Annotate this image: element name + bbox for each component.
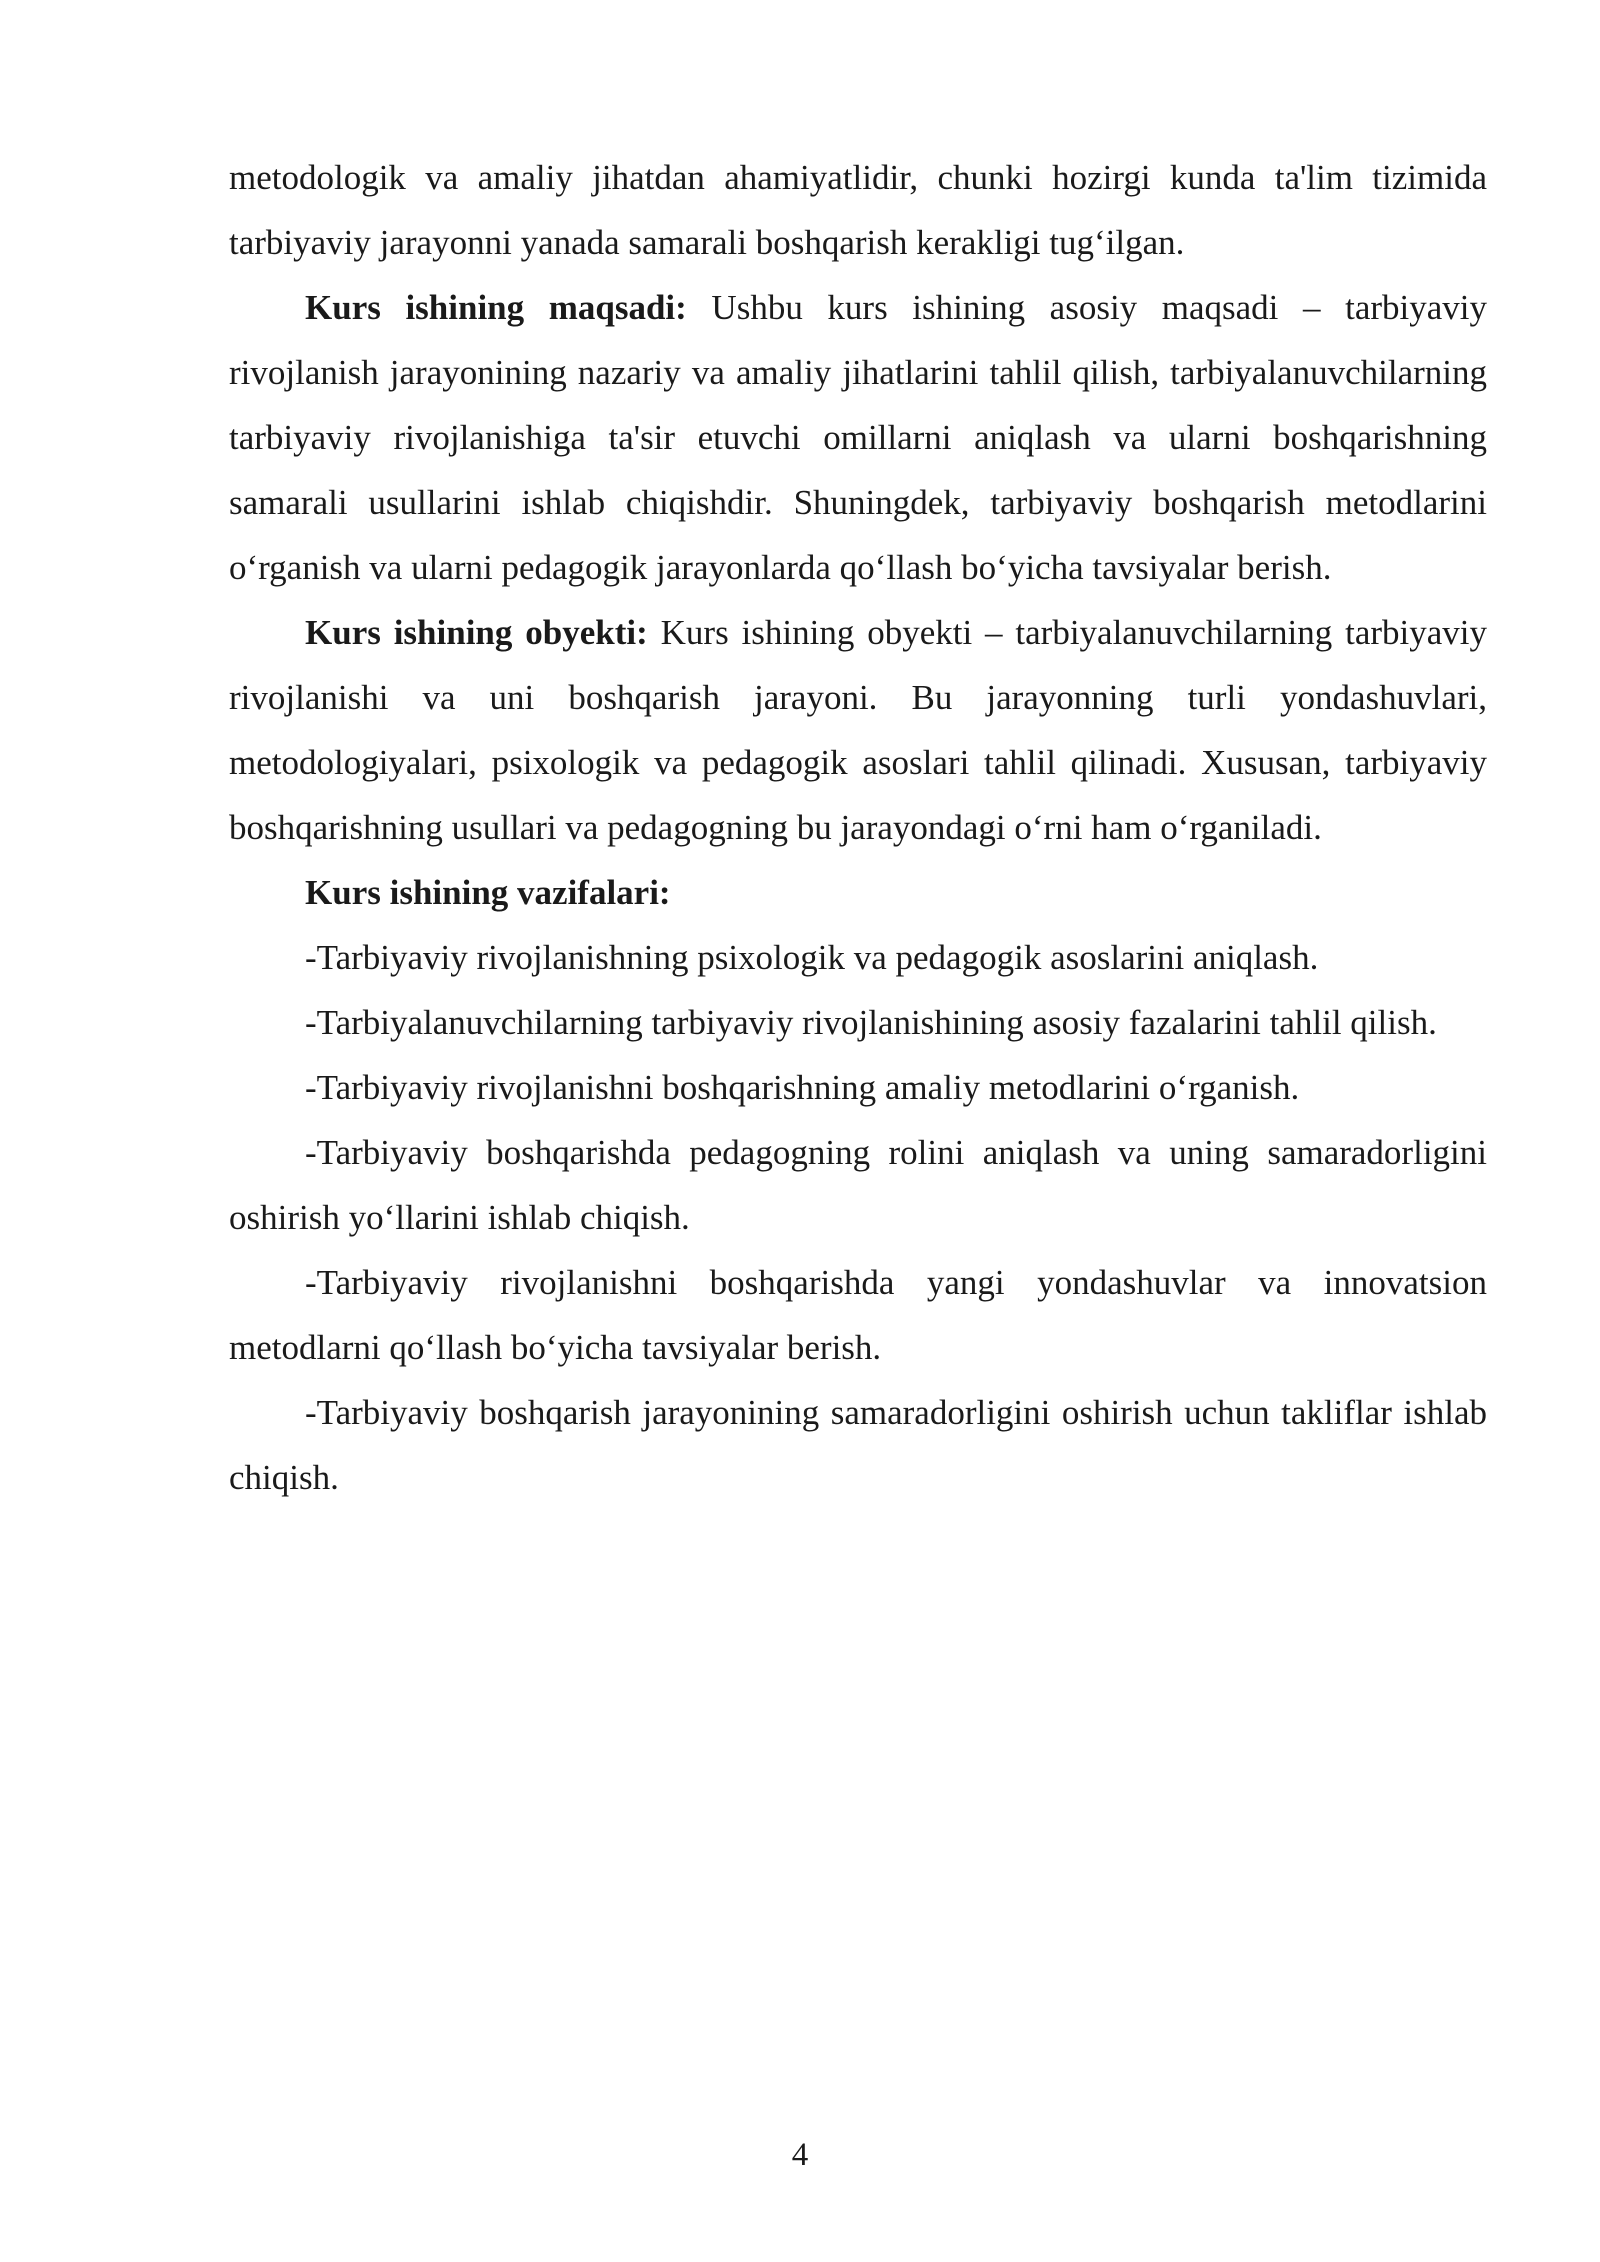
task-item-3: -Tarbiyaviy rivojlanishni boshqarishning amaliy metodlarini o‘rganish.	[305, 1068, 1300, 1107]
object-text: Kurs ishining obyekti – tarbiyalanuvchilarning tarbiyaviy rivojlanishi va uni boshqarish jarayoni. Bu jarayonning turli yondashuvlari, metodologiyalari, psixologik va pedagogik asoslari tahlil qilinadi. Xususan, tarbiyaviy boshqarishning usullari va pedagogning bu jarayondagi o‘rni ham o‘rganiladi.	[229, 613, 1488, 847]
intro-paragraph: metodologik va amaliy jihatdan ahamiyatlidir, chunki hozirgi kunda ta'lim tizimida tarbiyaviy jarayonni yanada samarali boshqarish kerakligi tug‘ilgan.	[229, 158, 1487, 262]
goal-text: Ushbu kurs ishining asosiy maqsadi – tarbiyaviy rivojlanish jarayonining nazariy va amaliy jihatlarini tahlil qilish, tarbiyalanuvchilarning tarbiyaviy rivojlanishiga ta'sir etuvchi omillarni aniqlash va ularni boshqarishning samarali usullarini ishlab chiqishdir. Shuningdek, tarbiyaviy boshqarish metodlarini o‘rganish va ularni pedagogik jarayonlarda qo‘llash bo‘yicha tavsiyalar berish.	[229, 288, 1487, 587]
page-number: 4	[791, 2137, 809, 2173]
task-item-5: -Tarbiyaviy rivojlanishni boshqarishda yangi yondashuvlar va innovatsion metodlarni qo‘llash bo‘yicha tavsiyalar berish.	[229, 1263, 1487, 1367]
document-body	[229, 145, 1487, 1510]
goal-heading: Kurs ishining maqsadi:	[305, 288, 687, 327]
task-item-6: -Tarbiyaviy boshqarish jarayonining samaradorligini oshirish uchun takliflar ishlab chiqish.	[229, 1393, 1487, 1497]
object-heading: Kurs ishining obyekti:	[305, 613, 648, 652]
goal-paragraph	[229, 275, 1487, 600]
tasks-heading: Kurs ishining vazifalari:	[305, 873, 671, 912]
task-item-1: -Tarbiyaviy rivojlanishning psixologik va pedagogik asoslarini aniqlash.	[305, 938, 1319, 977]
object-paragraph	[229, 600, 1487, 860]
task-item-2: -Tarbiyalanuvchilarning tarbiyaviy rivojlanishining asosiy fazalarini tahlil qilish.	[305, 1003, 1437, 1042]
task-item-4: -Tarbiyaviy boshqarishda pedagogning rolini aniqlash va uning samaradorligini oshirish yo‘llarini ishlab chiqish.	[229, 1133, 1487, 1237]
